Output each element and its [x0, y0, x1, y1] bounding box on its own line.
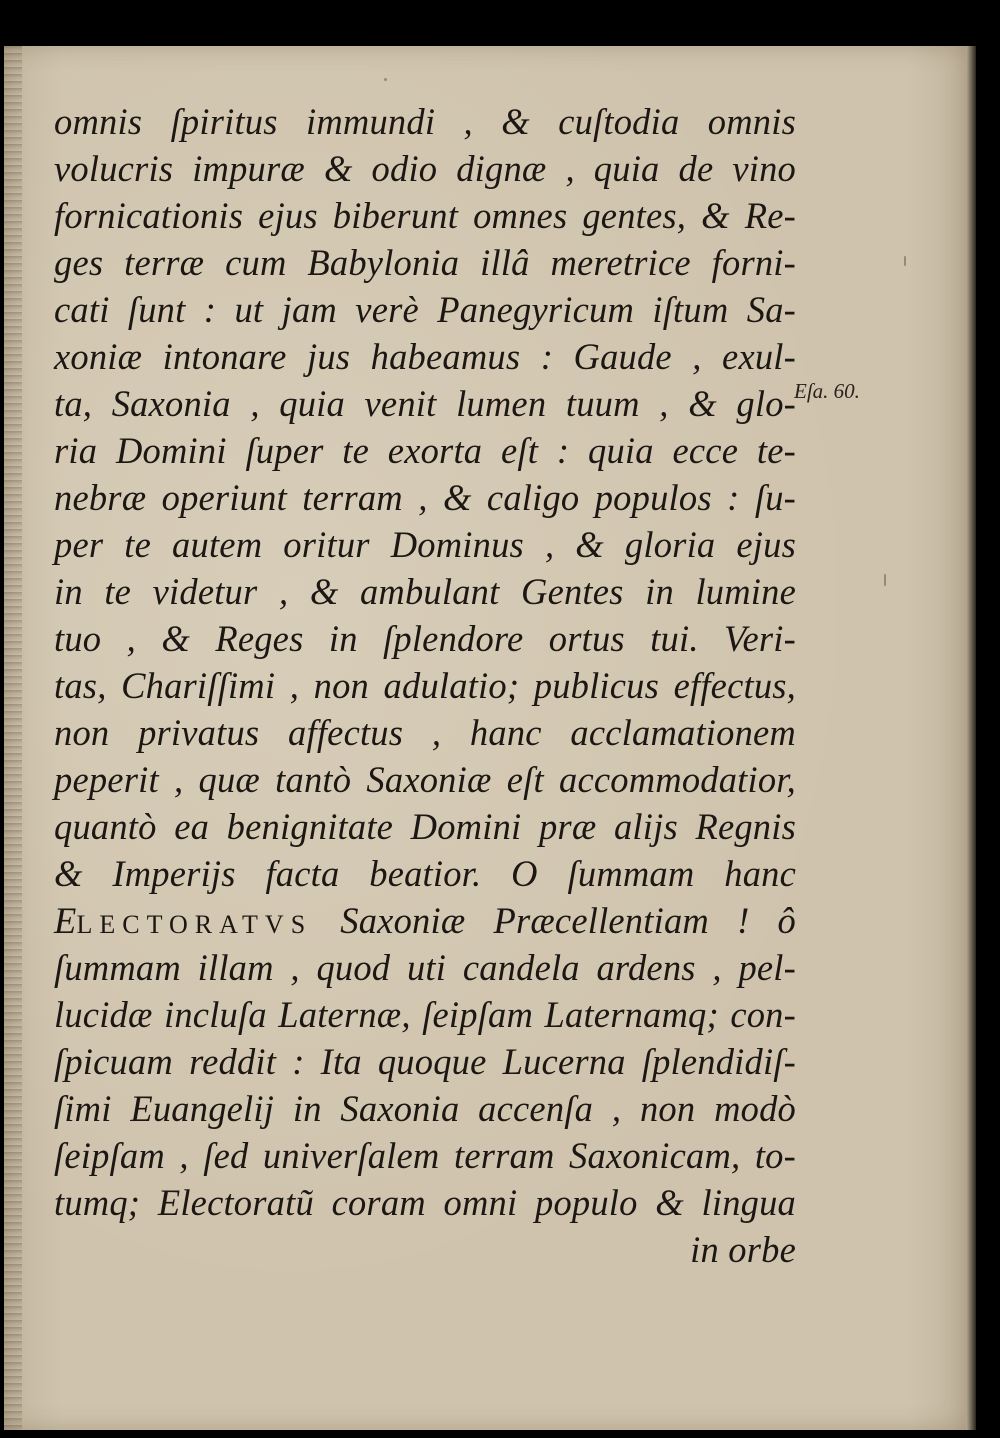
page-edge [966, 46, 976, 1430]
text-line: cati ſunt : ut jam verè Panegyricum iſtum Sa- [54, 289, 796, 330]
ink-speck [884, 574, 886, 586]
text-line: non privatus affectus , hanc acclamationem [54, 712, 796, 753]
book-page [4, 46, 966, 1430]
text-line: xoniæ intonare jus habeamus : Gaude , exul- [54, 336, 796, 377]
text-line: fornicationis ejus biberunt omnes gentes, & Re- [54, 195, 796, 236]
text-line: volucris impuræ & odio dignæ , quia de vino [54, 148, 796, 189]
text-line: in te videtur , & ambulant Gentes in lumine [54, 571, 796, 612]
text-line: quantò ea benignitate Domini præ alijs Regnis [54, 806, 796, 847]
text-line: tuo , & Reges in ſplendore ortus tui. Veri- [54, 618, 796, 659]
ink-speck [904, 256, 906, 266]
catchword: in orbe [690, 1229, 796, 1270]
body-text [54, 98, 796, 1273]
text-line: ſpicuam reddit : Ita quoque Lucerna ſplendidiſ- [54, 1041, 796, 1082]
text-line: ria Domini ſuper te exorta eſt : quia ecce te- [54, 430, 796, 471]
page-gutter [4, 46, 22, 1430]
text-line: nebræ operiunt terram , & caligo populos : ſu- [54, 477, 796, 518]
margin-reference: Eſa. 60. [794, 379, 860, 403]
text-line: lucidæ incluſa Laternæ, ſeipſam Laternamq; con- [54, 994, 796, 1035]
text-line: tas, Chariſſimi , non adulatio; publicus effectus, [54, 665, 796, 706]
text-line: ſimi Euangelij in Saxonia accenſa , non modò [54, 1088, 796, 1129]
text-line: tumq; Electoratũ coram omni populo & lingua [54, 1182, 796, 1223]
text-line: ſummam illam , quod uti candela ardens , pel- [54, 947, 796, 988]
text-line: per te autem oritur Dominus , & gloria ejus [54, 524, 796, 565]
text-line: ta, Saxonia , quia venit lumen tuum , & glo- [54, 383, 796, 424]
smallcaps-word: lectoratvs [76, 900, 313, 941]
smallcaps-lead: E [54, 900, 77, 941]
smallcaps-rest: Saxoniæ Præcellentiam ! ô [312, 900, 796, 941]
text-line: & Imperijs facta beatior. O ſummam hanc [54, 853, 796, 894]
text-line: peperit , quæ tantò Saxoniæ eſt accommodatior, [54, 759, 796, 800]
electoratus-line [54, 897, 796, 944]
text-line: ſeipſam , ſed univerſalem terram Saxonicam, to- [54, 1135, 796, 1176]
text-line: ges terræ cum Babylonia illâ meretrice forni- [54, 242, 796, 283]
ink-speck [384, 78, 387, 81]
text-line: omnis ſpiritus immundi , & cuſtodia omnis [54, 101, 796, 142]
